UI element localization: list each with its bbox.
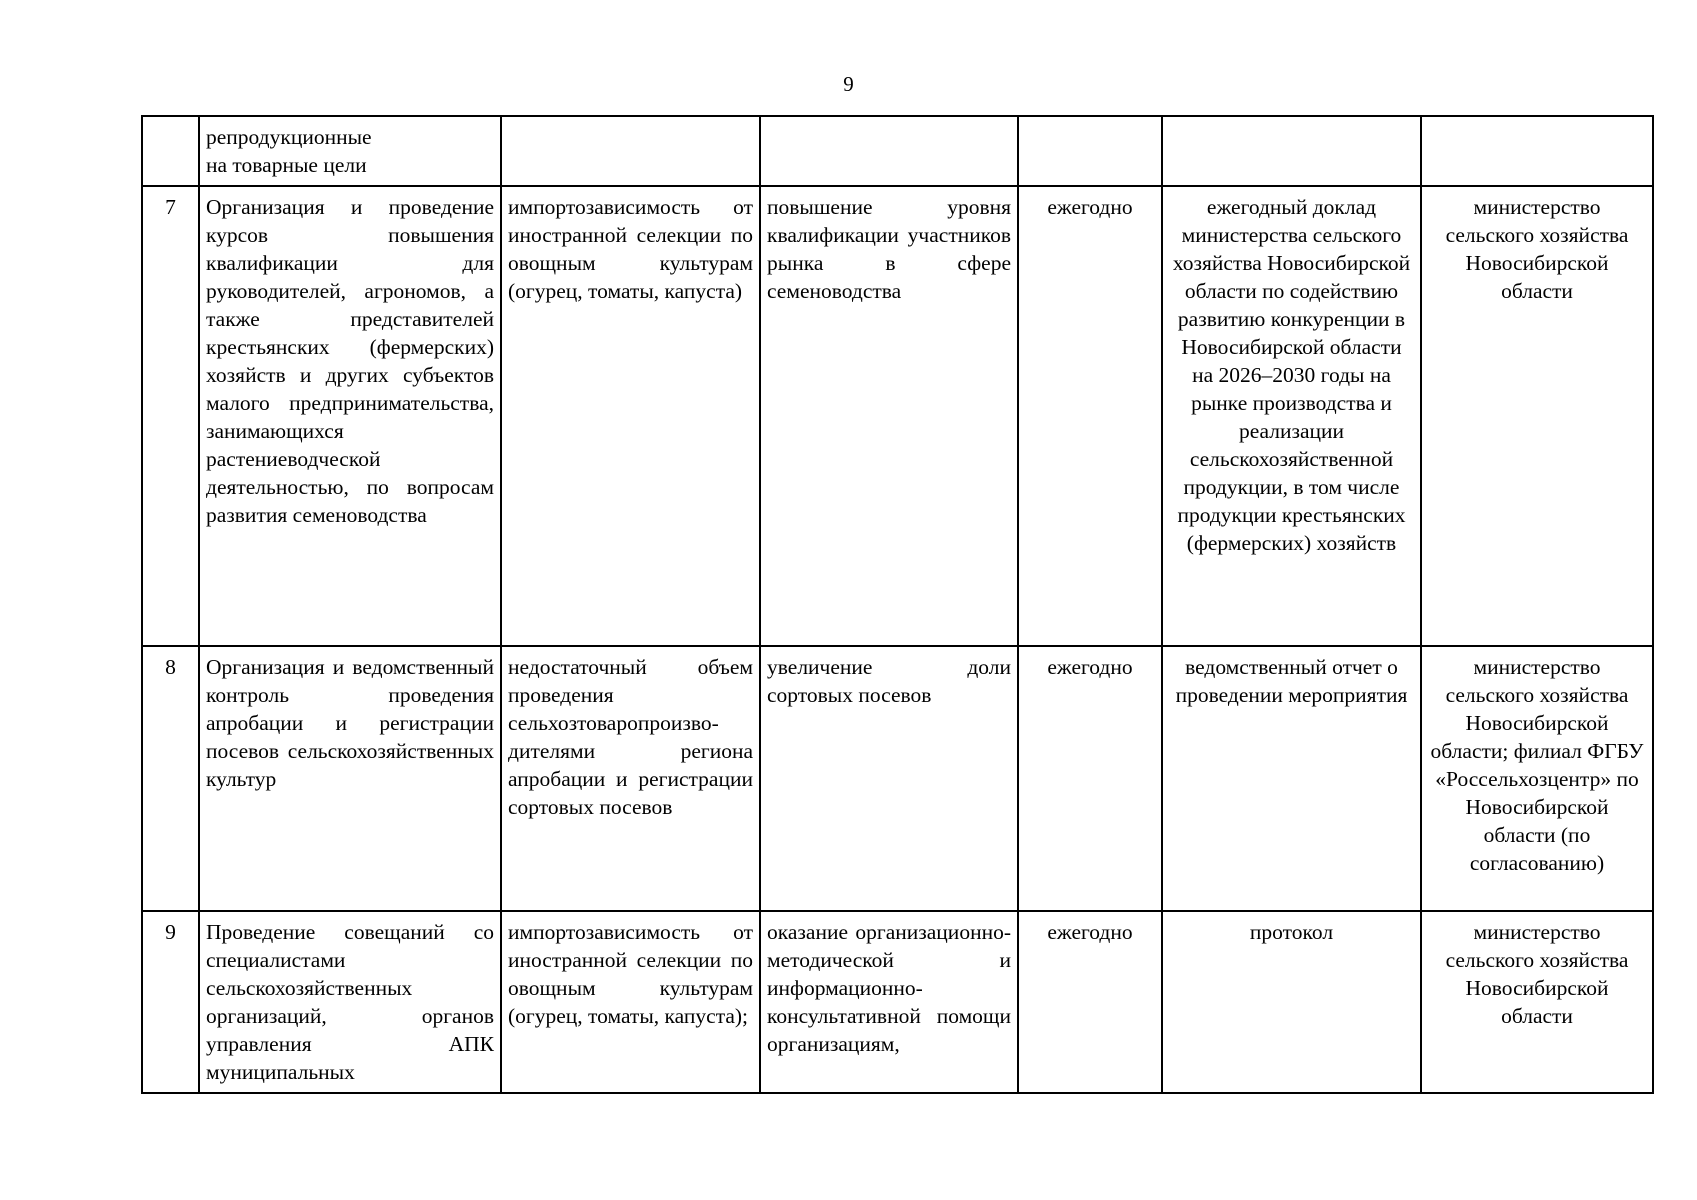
cell-document: протокол xyxy=(1162,911,1421,1093)
cell-problem xyxy=(501,116,760,186)
cell-num: 8 xyxy=(142,646,199,911)
cell-result: оказание организационно-методической и информационно-консультативной помощи организациям, xyxy=(760,911,1018,1093)
cell-responsible: министерство сельского хозяйства Новосибирской области; филиал ФГБУ «Россельхозцентр» по Новосибирской области (по согласованию) xyxy=(1421,646,1653,911)
cell-name: Проведение совещаний со специалистами сельскохозяйственных организаций, органов управления АПК муниципальных xyxy=(199,911,501,1093)
cell-term xyxy=(1018,116,1162,186)
cell-responsible: министерство сельского хозяйства Новосибирской области xyxy=(1421,186,1653,646)
table-row xyxy=(142,646,1653,911)
cell-name xyxy=(199,116,501,186)
cell-result: увеличение доли сортовых посевов xyxy=(760,646,1018,911)
cell-name: Организация и проведение курсов повышения квалификации для руководителей, агрономов, а также представителей крестьянских (фермерских) хозяйств и других субъектов малого предпринимательства, занимающихся растениеводческой деятельностью, по вопросам развития семеноводства xyxy=(199,186,501,646)
measures-table xyxy=(141,115,1654,1094)
cell-document: ведомственный отчет о проведении мероприятия xyxy=(1162,646,1421,911)
cell-problem: импортозависимость от иностранной селекции по овощным культурам (огурец, томаты, капуста) xyxy=(501,186,760,646)
cell-result xyxy=(760,116,1018,186)
table-row xyxy=(142,911,1653,1093)
cell-term: ежегодно xyxy=(1018,186,1162,646)
cell-responsible: министерство сельского хозяйства Новосибирской области xyxy=(1421,911,1653,1093)
cell-problem: импортозависимость от иностранной селекции по овощным культурам (огурец, томаты, капуста); xyxy=(501,911,760,1093)
cell-responsible xyxy=(1421,116,1653,186)
table-row xyxy=(142,186,1653,646)
cell-document xyxy=(1162,116,1421,186)
cell-name: Организация и ведомственный контроль проведения апробации и регистрации посевов сельскохозяйственных культур xyxy=(199,646,501,911)
cell-problem: недостаточный объем проведения сельхозтоваропроизво-дителями региона апробации и регистрации сортовых посевов xyxy=(501,646,760,911)
cell-term: ежегодно xyxy=(1018,646,1162,911)
cell-document: ежегодный доклад министерства сельского хозяйства Новосибирской области по содействию развитию конкуренции в Новосибирской области на 2026–2030 годы на рынке производства и реализации сельскохозяйственной продукции, в том числе продукции крестьянских (фермерских) хозяйств xyxy=(1162,186,1421,646)
cell-term: ежегодно xyxy=(1018,911,1162,1093)
table-row-continuation xyxy=(142,116,1653,186)
cell-name-line: репродукционные xyxy=(206,125,372,149)
cell-num xyxy=(142,116,199,186)
page-number: 9 xyxy=(843,72,854,96)
cell-name-line: на товарные цели xyxy=(206,153,367,177)
cell-num: 9 xyxy=(142,911,199,1093)
cell-num: 7 xyxy=(142,186,199,646)
cell-result: повышение уровня квалификации участников рынка в сфере семеноводства xyxy=(760,186,1018,646)
